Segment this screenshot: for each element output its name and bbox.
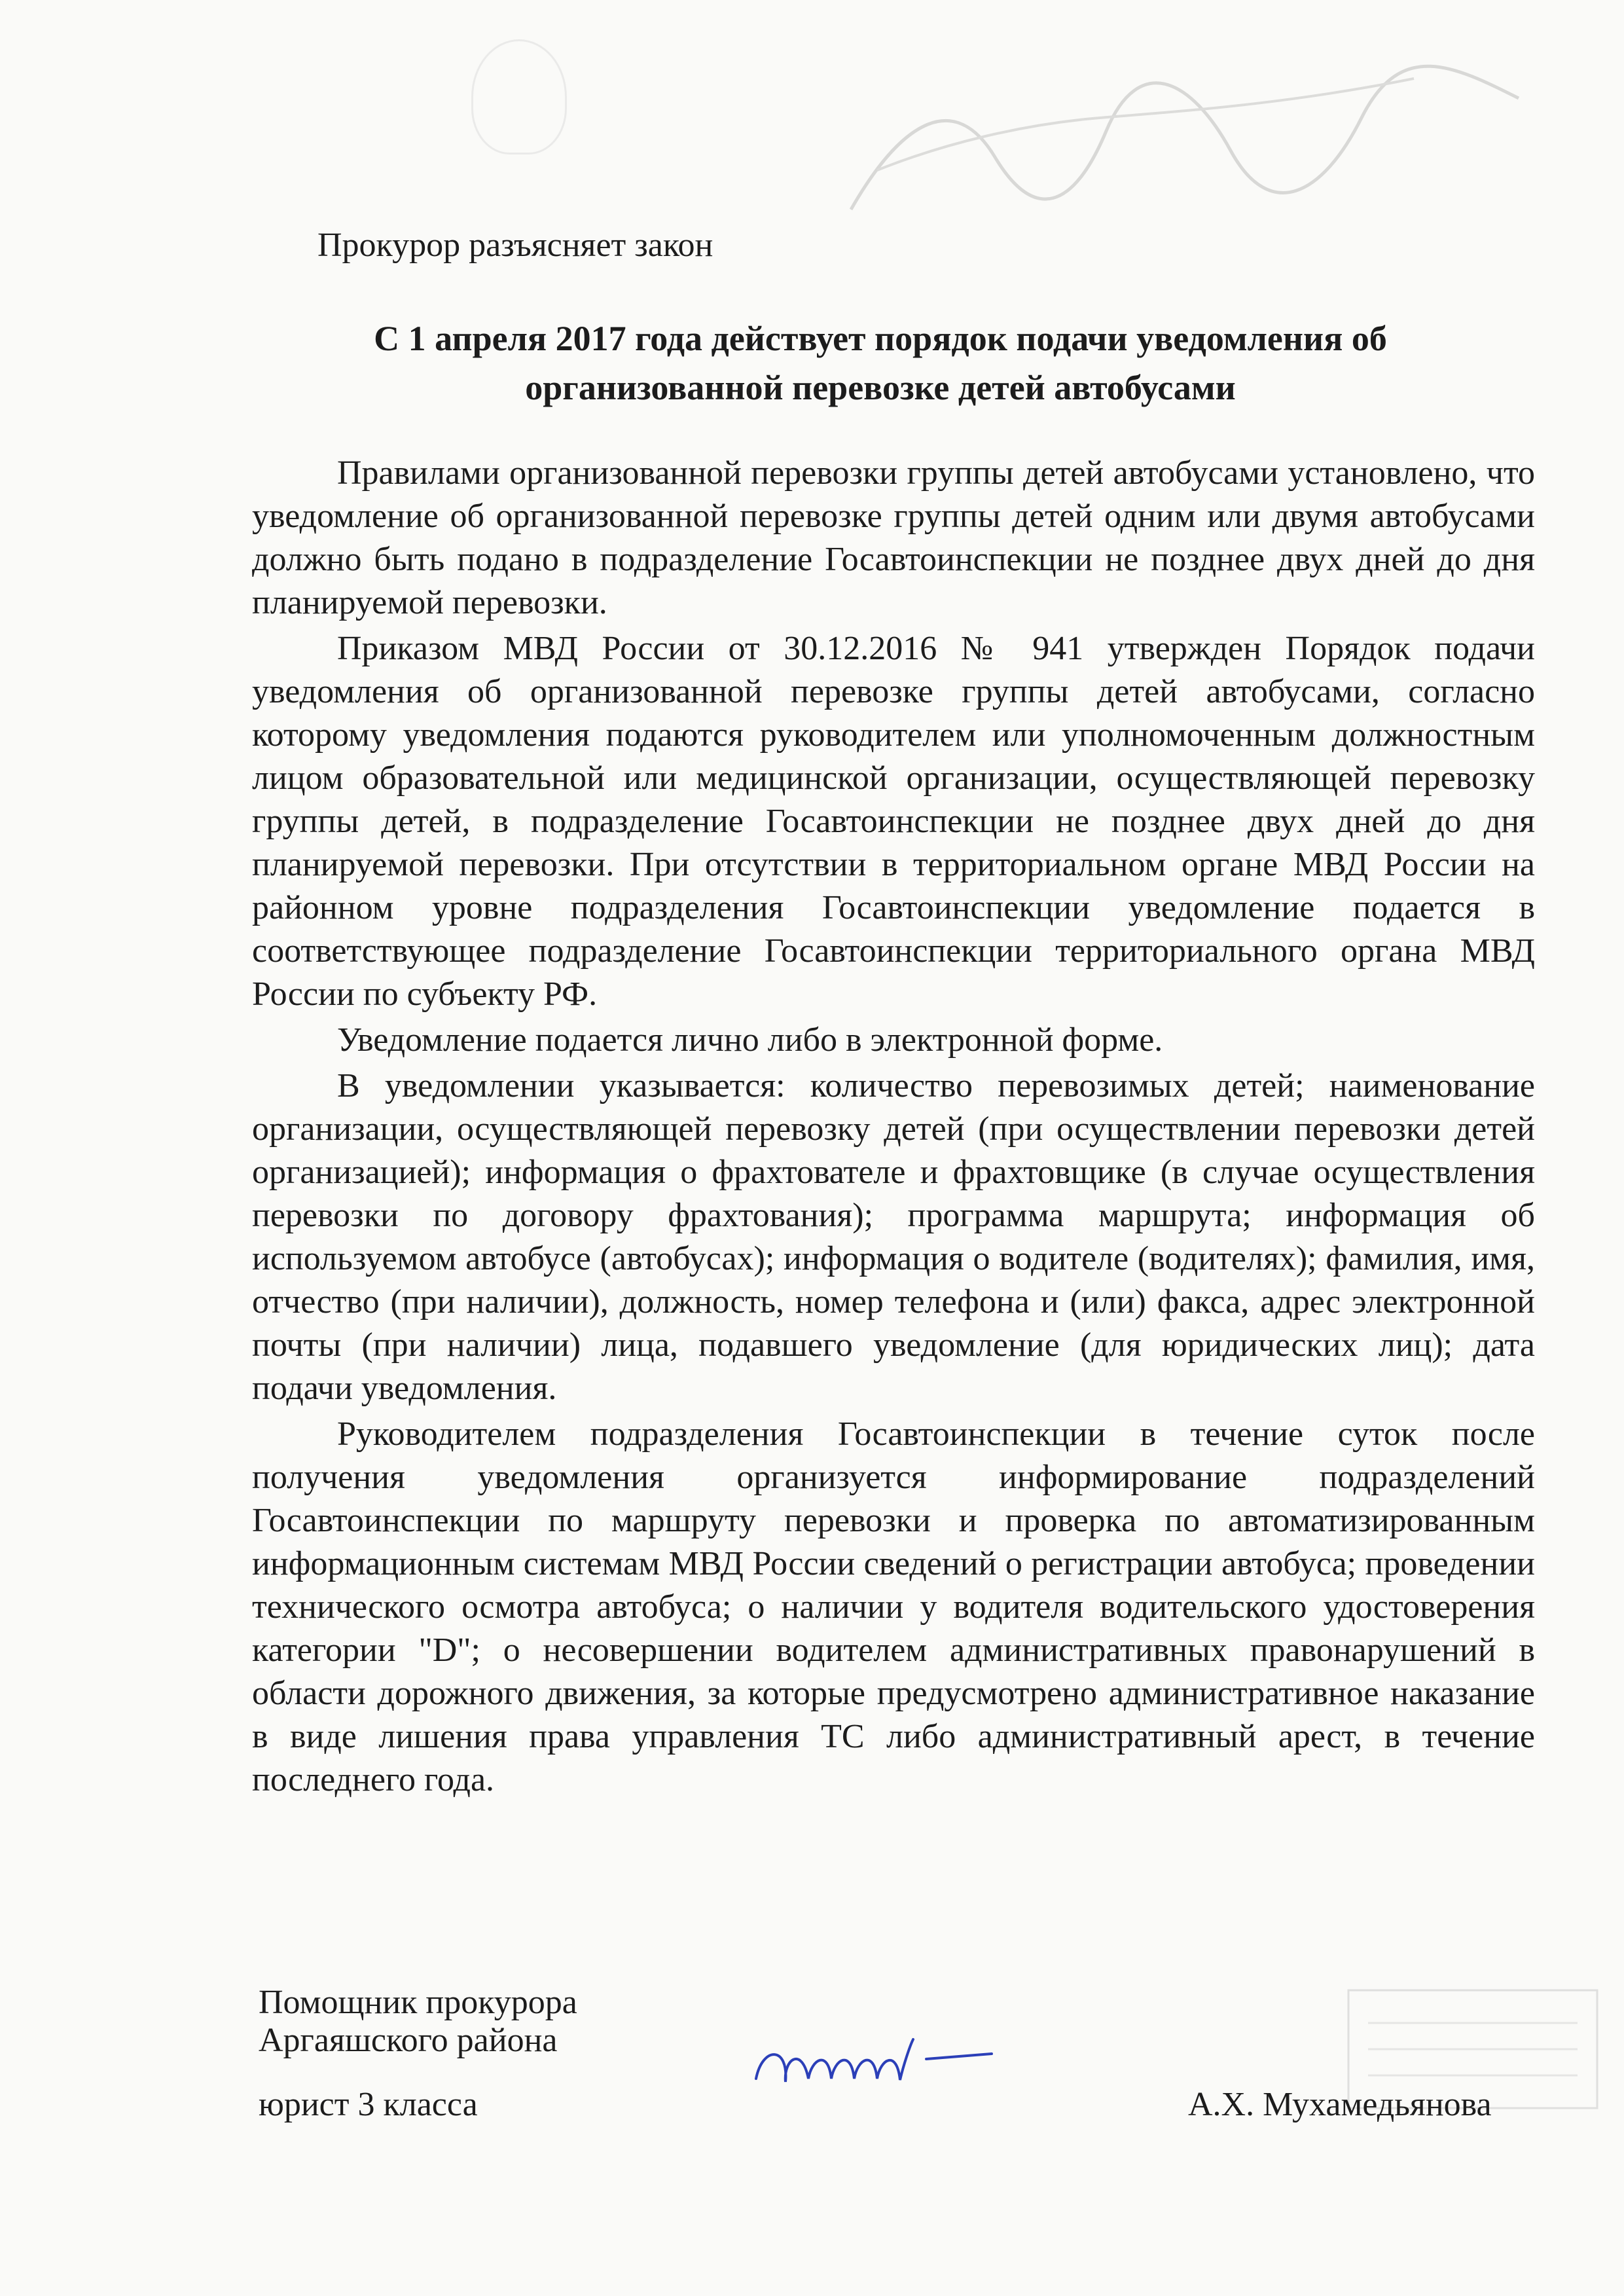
show-through-signature — [825, 39, 1545, 249]
document-header: Прокурор разъясняет закон — [317, 227, 713, 264]
signer-name: А.Х. Мухамедьянова — [1188, 2086, 1492, 2123]
document-body — [252, 452, 1535, 1802]
paragraph-4: В уведомлении указывается: количество перевозимых детей; наименование организации, осуществляющей перевозку детей (при осуществлении перевозки детей организацией); информация о фрахтователе и фрахтовщике (в случае осуществления перевозки по договору фрахтования); программа маршрута; информация об используемом автобусе (автобусах); информация о водителе (водителях); фамилия, имя, отчество (при наличии), должность, номер телефона и (или) факса, адрес электронной почты (при наличии) лица, подавшего уведомление (для юридических лиц); дата подачи уведомления. — [252, 1067, 1535, 1407]
document-title: С 1 апреля 2017 года действует порядок подачи уведомления об организованной перевозке детей автобусами — [374, 319, 1387, 407]
paragraph-2: Приказом МВД России от 30.12.2016 № 941 утвержден Порядок подачи уведомления об организованной перевозке группы детей автобусами, согласно которому уведомления подаются руководителем или уполномоченным должностным лицом образовательной или медицинской организации, осуществляющей перевозку группы детей, в подразделение Госавтоинспекции не позднее двух дней до дня планируемой перевозки. При отсутствии в территориальном органе МВД России на районном уровне подразделения Госавтоинспекции уведомление подается в соответствующее подразделение Госавтоинспекции территориального органа МВД России по субъекту РФ. — [252, 630, 1535, 1013]
position-line-2: Аргаяшского района — [259, 2022, 558, 2059]
paragraph-3: Уведомление подается лично либо в электронной форме. — [337, 1021, 1163, 1059]
paragraph-5: Руководителем подразделения Госавтоинспекции в течение суток после получения уведомления организуется информирование подразделений Госавтоинспекции по маршруту перевозки и проверка по автоматизированным информационным системам МВД России сведений о регистрации автобуса; проведении технического осмотра автобуса; о наличии у водителя водительского удостоверения категории "D"; о несовершении водителем административных правонарушений в области дорожного движения, за которые предусмотрено административное наказание в виде лишения права управления ТС либо административный арест, в течение последнего года. — [252, 1415, 1535, 1798]
handwritten-signature — [749, 2020, 998, 2105]
position-line-1: Помощник прокурора — [259, 1984, 577, 2021]
signer-rank: юрист 3 класса — [259, 2086, 478, 2123]
show-through-emblem — [471, 39, 567, 155]
paragraph-1: Правилами организованной перевозки группы детей автобусами установлено, что уведомление об организованной перевозке группы детей одним или двумя автобусами должно быть подано в подразделение Госавтоинспекции не позднее двух дней до дня планируемой перевозки. — [252, 454, 1535, 621]
signature-position — [259, 1984, 577, 2060]
